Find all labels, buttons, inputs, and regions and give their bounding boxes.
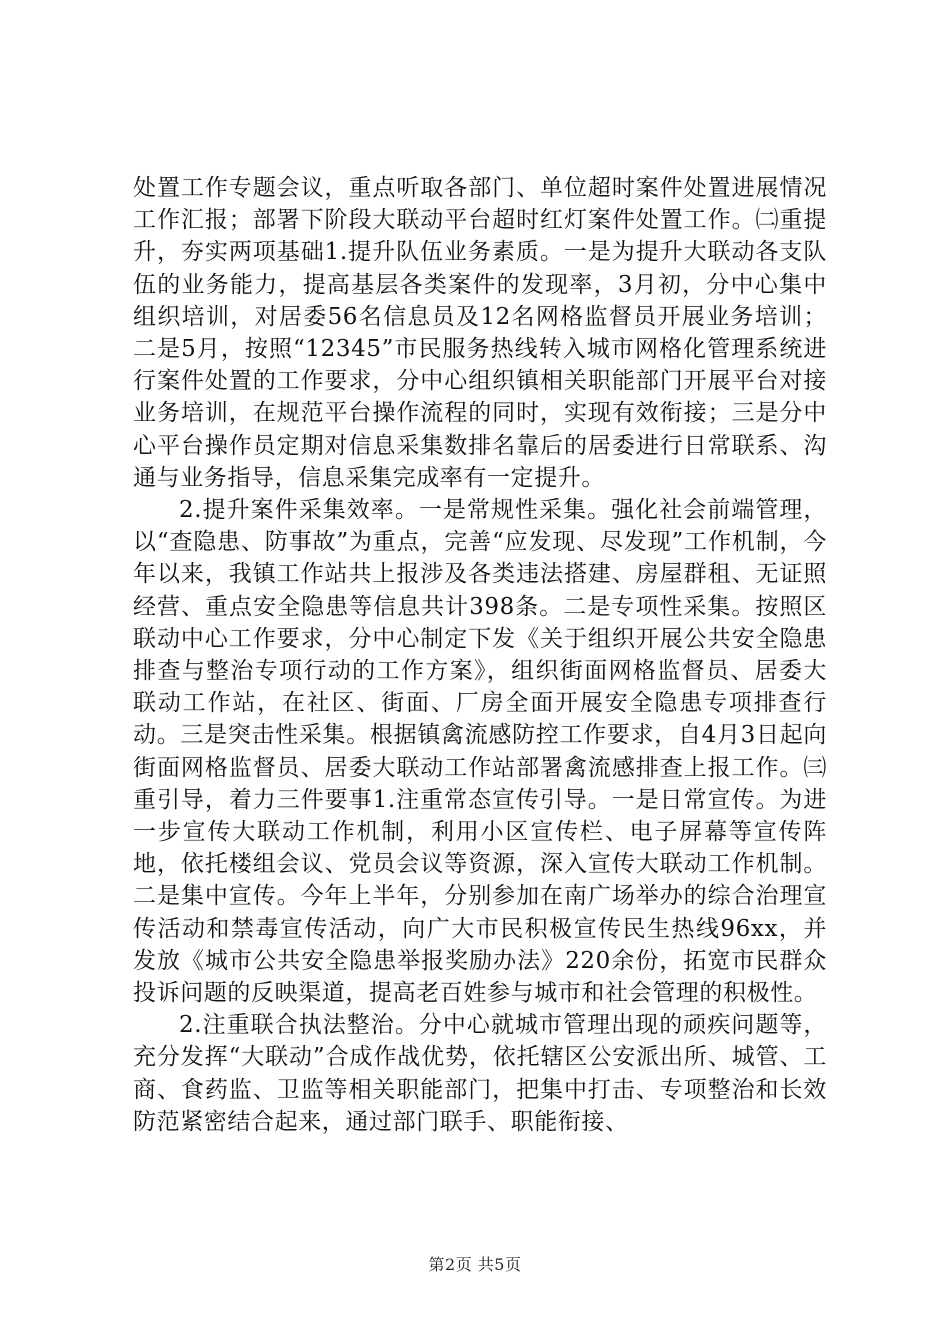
paragraph-3: 2.注重联合执法整治。分中心就城市管理出现的顽疾问题等，充分发挥“大联动”合成作战优势，依托辖区公安派出所、城管、工商、食药监、卫监等相关职能部门，把集中打击、专项整治和长效防范紧密结合起来，通过部门联手、职能衔接、 bbox=[133, 1012, 827, 1135]
page-footer bbox=[0, 1252, 950, 1275]
paragraph-1: 处置工作专题会议，重点听取各部门、单位超时案件处置进展情况工作汇报；部署下阶段大联动平台超时红灯案件处置工作。㈡重提升，夯实两项基础1.提升队伍业务素质。一是为提升大联动各支队伍的业务能力，提高基层各类案件的发现率，3月初，分中心集中组织培训，对居委56名信息员及12名网格监督员开展业务培训；二是5月，按照“12345”市民服务热线转入城市网格化管理系统进行案件处置的工作要求，分中心组织镇相关职能部门开展平台对接业务培训，在规范平台操作流程的同时，实现有效衔接；三是分中心平台操作员定期对信息采集数排名靠后的居委进行日常联系、沟通与业务指导，信息采集完成率有一定提升。 bbox=[133, 175, 827, 491]
paragraph-2: 2.提升案件采集效率。一是常规性采集。强化社会前端管理，以“查隐患、防事故”为重点，完善“应发现、尽发现”工作机制，今年以来，我镇工作站共上报涉及各类违法搭建、房屋群租、无证照经营、重点安全隐患等信息共计398条。二是专项性采集。按照区联动中心工作要求，分中心制定下发《关于组织开展公共安全隐患排查与整治专项行动的工作方案》，组织街面网格监督员、居委大联动工作站，在社区、街面、厂房全面开展安全隐患专项排查行动。三是突击性采集。根据镇禽流感防控工作要求，自4月3日起向街面网格监督员、居委大联动工作站部署禽流感排查上报工作。㈢重引导，着力三件要事1.注重常态宣传引导。一是日常宣传。为进一步宣传大联动工作机制，利用小区宣传栏、电子屏幕等宣传阵地，依托楼组会议、党员会议等资源，深入宣传大联动工作机制。二是集中宣传。今年上半年，分别参加在南广场举办的综合治理宣传活动和禁毒宣传活动，向广大市民积极宣传民生热线96xx，并发放《城市公共安全隐患举报奖励办法》220余份，拓宽市民群众投诉问题的反映渠道，提高老百姓参与城市和社会管理的积极性。 bbox=[133, 497, 827, 1007]
document-body bbox=[133, 172, 827, 1138]
page-number-label: 第2页 共5页 bbox=[428, 1255, 522, 1274]
